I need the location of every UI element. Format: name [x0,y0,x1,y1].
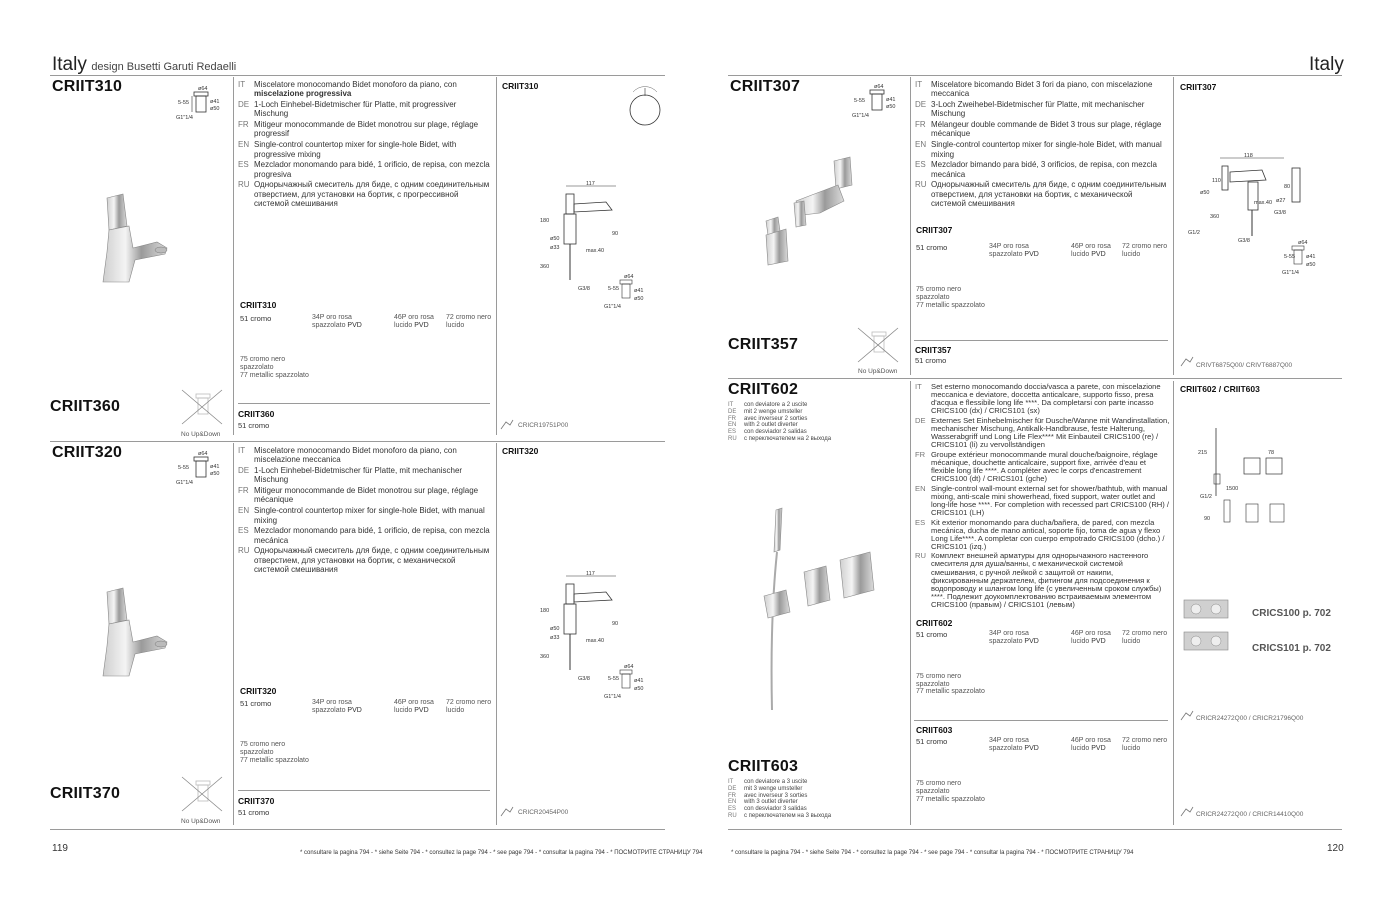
finish-46p: 46P oro rosa lucido PVD [1071,737,1111,752]
right-mid-rule [728,378,1342,379]
finish-77: 77 metallic spazzolato [240,757,309,764]
drawing-code-criit310: CRIIT310 [502,81,539,91]
spare-part-ref: CRIVT6875Q00/ CRIVT6887Q00 [1196,362,1293,369]
svg-text:360: 360 [540,654,550,660]
right-col-divider-1a [910,77,911,375]
footnote-left: * consultare la pagina 794 - * siehe Seite 794 - * consultez la page 794 - * see page 794 - * consultar la pagina 794 - * ПОСМОТРИТЕ СТРАНИЦУ 794 [300,850,703,856]
variant-rule [914,340,1168,341]
no-up-down-crossed-icon [178,388,226,428]
right-top-rule [728,75,1342,76]
left-collection-title: Italy [52,54,87,75]
product-code-criit603: CRIIT603 [728,758,799,775]
svg-text:ø33: ø33 [550,245,560,251]
finish-51: 51 cromo [916,243,948,252]
finish-77: 77 metallic spazzolato [916,796,985,803]
svg-text:5-55: 5-55 [178,465,190,471]
no-up-down-note: No Up&Down [858,368,898,375]
svg-text:G3/8: G3/8 [578,286,590,292]
finish-75: 75 cromo nero spazzolato [916,286,962,301]
no-up-down-crossed-icon [854,326,902,366]
svg-text:360: 360 [540,264,550,270]
svg-text:max.40: max.40 [586,638,605,644]
svg-text:180: 180 [540,608,550,614]
svg-text:ø50: ø50 [634,686,644,692]
product-code-criit320: CRIIT320 [52,444,123,461]
svg-text:G1"1/4: G1"1/4 [604,694,621,700]
finish-75: 75 cromo nero spazzolato [916,780,962,795]
finish-77: 77 metallic spazzolato [916,302,985,309]
svg-text:5-55: 5-55 [1284,254,1296,260]
finish-51: 51 cromo [238,421,270,430]
svg-text:ø50: ø50 [1200,190,1210,196]
dim-label: ø50 [210,106,220,112]
finish-code-criit320: CRIIT320 [240,686,277,696]
svg-text:90: 90 [612,621,619,627]
finish-72: 72 cromo nero lucido [446,699,492,714]
finish-code-criit307: CRIIT307 [916,225,953,235]
finish-72: 72 cromo nero lucido [1122,243,1168,258]
description-criit310: IT Miscelatore monocomando Bidet monoforo da piano, con miscelazione progressiva DE 1-Loch Einhebel-Bidetmischer für Platte, mit progressiver Mischung FR Mitigeur monocommande de Bidet monotrou sur plage, réglage progressif EN Single-control countertop mixer for single-hole Bidet, with progressive mixing ES Mezclador monomando para bidé, 1 orificio, de repisa, con mezcla progresiva RU Однорычажный смеситель для биде, с одним соединительным отверстием, для установки на бортик, с прогрессивной системой смешивания [238,80,490,209]
finish-51: 51 cromo [916,737,948,746]
bidet-mixer-image [95,584,175,684]
finish-51: 51 cromo [916,630,948,639]
spare-part-icon [500,419,514,431]
spare-part-ref: CRICR19751P00 [518,422,569,429]
finish-46p: 46P oro rosa lucido PVD [1071,630,1111,645]
spare-part-icon [1180,806,1194,818]
finish-code-criit602: CRIIT602 [916,618,953,628]
svg-text:360: 360 [1210,214,1220,220]
description-criit307: IT Miscelatore bicomando Bidet 3 fori da piano, con miscelazione meccanica DE 3-Loch Zweihebel-Bidetmischer für Platte, mit mechanischer Mischung FR Mélangeur double commande de Bidet 3 trous sur plage, réglage mécanique EN Single-control countertop mixer for single-hole Bidet, with manual mixing ES Mezclador bimando para bidé, 3 orificios, de repisa, con mezcla mecánica RU Однорычажный смеситель для биде, с одним соединительным отверстием, для установки на бортик, с механической системой смешивания [915,80,1167,209]
svg-text:G3/8: G3/8 [578,676,590,682]
finish-code-criit370: CRIIT370 [238,796,275,806]
finish-77: 77 metallic spazzolato [240,372,309,379]
finish-75: 75 cromo nero spazzolato [240,356,286,371]
svg-text:ø41: ø41 [634,678,644,684]
technical-drawing-criit602 [1198,424,1306,534]
dim-label: G1"1/4 [176,115,193,121]
description-criit602: IT Set esterno monocomando doccia/vasca a parete, con miscelazione meccanica e deviatore, doccetta anticalcare, supporto fisso, presa d'acqua e flessibile long life ****. Da completarsi con parte incasso CRICS100 (dx) / CRICS101 (sx) DE Externes Set Einhebelmischer für Dusche/Wanne mit Wandinstallation, mechanischer Mischung, Antikalk-Handbrause, feste Halterung, Wasserabgriff und Long Life Flex**** Mit Einbauteil CRICS100 (re) / CRICS101 (li) zu vervollständigen FR Groupe extérieur monocommande mural douche/baignoire, réglage mécanique, douchette anticalcaire, support fixe, arrivée d'eau et flexible long life ****. A compléter avec le corps d'encastrement CRICS100 (dt) / CRICS101 (gche) EN Single-control wall-mount external set for shower/bathtub, with manual mixing, anti-scale mini showerhead, fixed support, water outlet and long-life hose ****. For completion with recessed part CRICS100 (RH) / CRICS101 (LH) ES Kit exterior monomando para ducha/bañera, de pared, con mezcla mecánica, ducha de mano antical, soporte fijo, toma de agua y flexo Long Life****. A completar con cuerpo empotrado CRICS100 (dcho.) / CRICS101 (izq.) RU Комплект внешней арматуры для однорычажного настенного смесителя для душа/ванны, с механической системой смешивания, с ручной лейкой с защитой от накипи, фиксированным держателем, фитингом для подсоединения к водопроводу и шлангом long life (с увеличенным сроком службы) ****. Подлежит доукомплектованию встраиваемым элементом CRICS100 (правым) / CRICS101 (левым) [915,382,1170,609]
right-col-divider-2a [1173,77,1174,375]
left-bottom-rule [50,829,665,830]
svg-text:5-55: 5-55 [608,286,620,292]
svg-text:ø64: ø64 [1298,240,1308,246]
svg-text:G1"1/4: G1"1/4 [176,480,193,486]
svg-text:ø50: ø50 [550,626,560,632]
svg-text:ø50: ø50 [1306,262,1316,268]
finish-34p: 34P oro rosa spazzolato PVD [989,243,1039,258]
svg-text:ø50: ø50 [886,104,896,110]
left-mid-rule [50,441,665,442]
three-hole-bidet-mixer-image [760,155,860,270]
left-header [52,54,236,76]
right-col-divider-1b [910,381,911,825]
dim-label: ø64 [198,86,208,92]
spare-part-icon [1180,356,1194,368]
product-code-criit307: CRIIT307 [730,78,801,95]
finish-34p: 34P oro rosa spazzolato PVD [989,630,1039,645]
svg-text:G1"1/4: G1"1/4 [852,113,869,119]
svg-text:G1"1/4: G1"1/4 [1282,270,1299,276]
svg-text:G1/2: G1/2 [1188,230,1200,236]
svg-text:80: 80 [1284,184,1291,190]
variant-rule [238,790,490,791]
link-cric100[interactable]: CRICS100 p. 702 [1252,608,1331,619]
dim-label: 5-55 [178,100,190,106]
page-number-left: 119 [52,843,68,854]
technical-drawing-criit307 [1184,152,1334,282]
svg-text:max.40: max.40 [586,248,605,254]
svg-text:G1/2: G1/2 [1200,494,1212,500]
no-up-down-note: No Up&Down [181,431,221,438]
svg-text:1500: 1500 [1226,486,1239,492]
rotation-diagram [625,86,665,132]
left-col-divider-1a [233,77,234,435]
finish-code-criit310: CRIIT310 [240,300,277,310]
svg-text:max.40: max.40 [1254,200,1273,206]
variant-rule [238,403,490,404]
svg-text:90: 90 [1204,516,1211,522]
left-design-credit: design Busetti Garuti Redaelli [91,61,237,73]
finish-34p: 34P oro rosa spazzolato PVD [312,314,362,329]
left-col-divider-2b [496,443,497,825]
svg-text:ø50: ø50 [210,471,220,477]
svg-text:ø50: ø50 [550,236,560,242]
hole-dimension-icon [176,451,226,487]
product-code-criit370: CRIIT370 [50,785,121,802]
bidet-mixer-image [95,190,175,290]
finish-51: 51 cromo [240,314,272,323]
svg-text:G1"1/4: G1"1/4 [604,304,621,310]
spare-part-ref: CRICR20454P00 [518,809,569,816]
spare-part-ref: CRICR24272Q00 / CRICR14410Q00 [1196,811,1304,818]
finish-75: 75 cromo nero spazzolato [916,673,962,688]
product-code-criit602: CRIIT602 [728,381,799,398]
finish-34p: 34P oro rosa spazzolato PVD [312,699,362,714]
svg-text:215: 215 [1198,450,1208,456]
finish-72: 72 cromo nero lucido [1122,630,1168,645]
description-criit320: IT Miscelatore monocomando Bidet monoforo da piano, con miscelazione meccanica DE 1-Loch Einhebel-Bidetmischer für Platte, mit mechanischer Mischung FR Mitigeur monocommande de Bidet monotrou sur plage, réglage mécanique EN Single-control countertop mixer for single-hole Bidet, with manual mixing ES Mezclador monomando para bidé, 1 orificio, de repisa, con mezcla mecánica RU Однорычажный смеситель для биде, с одним соединительным отверстием, для установки на бортик, с механической системой смешивания [238,446,490,575]
finish-72: 72 cromo nero lucido [1122,737,1168,752]
footnote-right: * consultare la pagina 794 - * siehe Seite 794 - * consultez la page 794 - * see page 794 - * consultar la pagina 794 - * ПОСМОТРИТЕ СТРАНИЦУ 794 [731,850,1134,856]
hole-dimension-icon [176,86,226,122]
finish-code-criit360: CRIIT360 [238,409,275,419]
spare-part-icon [1180,710,1194,722]
spare-part-ref: CRICR24272Q00 / CRICR21796Q00 [1196,715,1304,722]
svg-text:5-55: 5-55 [854,98,866,104]
svg-text:ø41: ø41 [886,97,896,103]
svg-text:78: 78 [1268,450,1275,456]
drawing-code-criit307: CRIIT307 [1180,82,1217,92]
left-col-divider-1b [233,443,234,825]
left-top-rule [50,75,665,76]
svg-text:G3/8: G3/8 [1274,210,1286,216]
variant-rule [914,720,1168,721]
page-number-right: 120 [1327,843,1344,854]
finish-77: 77 metallic spazzolato [916,688,985,695]
finish-51: 51 cromo [915,356,947,365]
svg-text:ø41: ø41 [634,288,644,294]
finish-51: 51 cromo [238,808,270,817]
svg-text:G3/8: G3/8 [1238,238,1250,244]
svg-text:ø64: ø64 [874,84,884,90]
technical-drawing-criit320 [536,570,656,700]
svg-text:ø64: ø64 [624,274,634,280]
svg-text:117: 117 [586,181,595,187]
finish-72: 72 cromo nero lucido [446,314,492,329]
finish-46p: 46P oro rosa lucido PVD [1071,243,1111,258]
svg-text:ø27: ø27 [1276,198,1286,204]
no-up-down-note: No Up&Down [181,818,221,825]
svg-text:ø33: ø33 [550,635,560,641]
svg-text:ø64: ø64 [198,451,208,457]
svg-text:110: 110 [1212,178,1221,184]
svg-text:ø41: ø41 [210,464,220,470]
finish-75: 75 cromo nero spazzolato [240,741,286,756]
finish-46p: 46P oro rosa lucido PVD [394,699,434,714]
right-col-divider-2b [1173,381,1174,825]
right-collection-title: Italy [1309,54,1344,75]
drawing-code-criit602-603: CRIIT602 / CRIIT603 [1180,384,1260,394]
modes-criit603: IT con deviatore a 3 uscite DE mit 3 wenge umsteller FR avec inverseur 3 sorties EN with 3 outlet diverter ES con desviador 3 salidas RU с переключателем на 3 выхода [728,779,832,819]
finish-code-criit603: CRIIT603 [916,725,953,735]
finish-code-criit357: CRIIT357 [915,345,952,355]
link-cric101[interactable]: CRICS101 p. 702 [1252,643,1331,654]
right-bottom-rule [728,829,1342,830]
svg-text:ø64: ø64 [624,664,634,670]
finish-34p: 34P oro rosa spazzolato PVD [989,737,1039,752]
left-col-divider-2a [496,77,497,435]
technical-drawing-criit310 [536,180,656,310]
drawing-code-criit320: CRIIT320 [502,446,539,456]
hole-dimension-icon [852,84,902,120]
product-code-criit357: CRIIT357 [728,336,799,353]
svg-text:118: 118 [1244,153,1253,159]
svg-text:117: 117 [586,571,595,577]
svg-text:180: 180 [540,218,550,224]
svg-text:ø41: ø41 [1306,254,1316,260]
spare-part-icon [500,806,514,818]
finish-46p: 46P oro rosa lucido PVD [394,314,434,329]
svg-text:ø50: ø50 [634,296,644,302]
finish-51: 51 cromo [240,699,272,708]
product-code-criit310: CRIIT310 [52,78,123,95]
recessed-body-image [1180,596,1244,656]
no-up-down-crossed-icon [178,775,226,815]
product-code-criit360: CRIIT360 [50,398,121,415]
svg-text:90: 90 [612,231,619,237]
dim-label: ø41 [210,99,220,105]
modes-criit602: IT con deviatore a 2 uscite DE mit 2 wenge umsteller FR avec inverseur 2 sorties EN with 2 outlet diverter ES con desviador 2 salidas RU с переключателем на 2 выхода [728,402,832,442]
svg-text:5-55: 5-55 [608,676,620,682]
shower-set-image [760,500,880,715]
